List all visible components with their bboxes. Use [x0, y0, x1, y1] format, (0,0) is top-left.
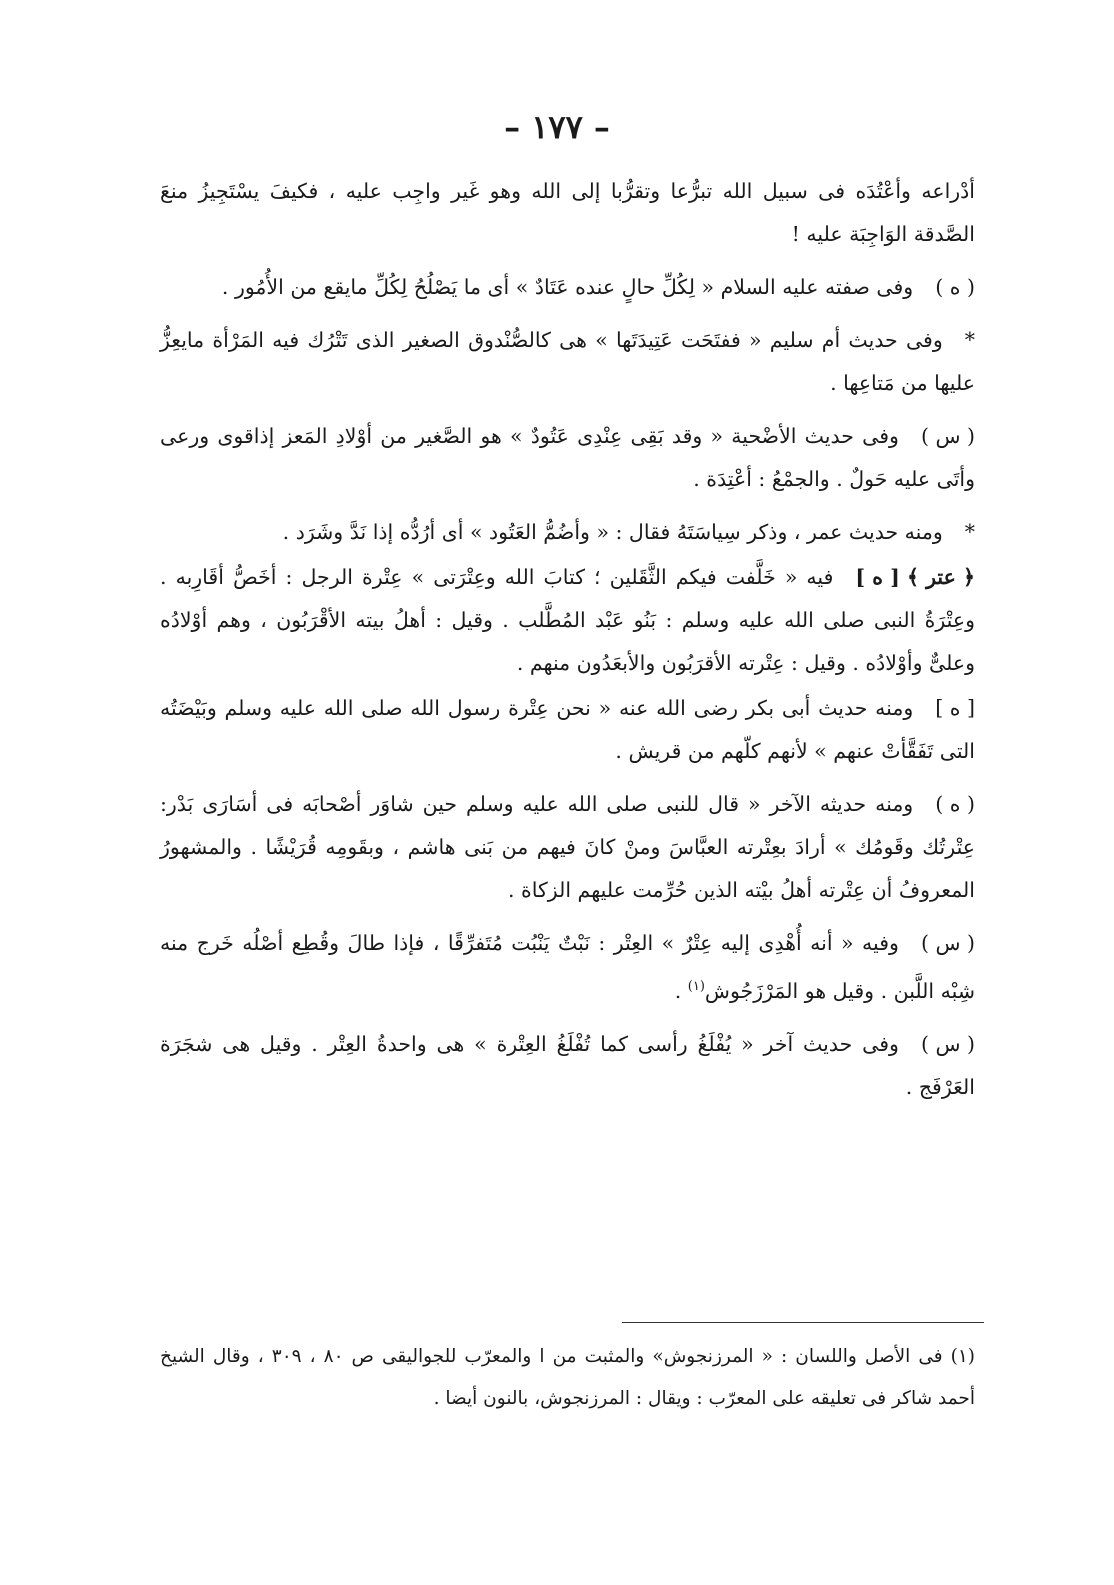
footnote: (١) فى الأصل واللسان : « المرزنجوش» والمثبت من ا والمعرّب للجواليقى ص ٨٠ ، ٣٠٩ ، وقال الشيخ أحمد شاكر فى تعليقه على المعرّب : ويقال : المرزنجوش، بالنون أيضا .	[160, 1346, 975, 1409]
paragraph	[160, 922, 975, 1013]
paragraph	[160, 415, 975, 501]
paragraph-tail: .	[674, 978, 688, 1003]
source-tag: *	[964, 520, 975, 544]
source-tag: ( س )	[920, 931, 975, 955]
paragraph	[160, 687, 975, 773]
main-text	[160, 170, 975, 1119]
paragraph	[160, 170, 975, 256]
paragraph-text: أدْراعه وأعْتُدَه فى سبيل الله تبرُّعا وتقرُّبا إلى الله وهو غَير واجِب عليه ، فكيفَ يسْتَجِيزُ منعَ الصَّدقة الوَاجِبَة عليه !	[160, 179, 975, 246]
paragraph	[160, 783, 975, 912]
paragraph-text: ومنه حديثه الآخر « قال للنبى صلى الله عليه وسلم حين شاوَر أصْحابَه فى أسَارَى بَدْر: عِتْرتُك وقَومُك » أرادَ بعِتْرته العبَّاسَ ومنْ كانَ فيهم من بَنى هاشم ، وبقَومِه قُرَيْشًا . والمشهورُ المعروفُ أن عِتْرته أهلُ بيْته الذين حُرِّمت عليهم الزكاة .	[160, 792, 975, 902]
paragraph-text: ومنه حديث أبى بكر رضى الله عنه « نحن عِتْرة رسول الله صلى الله عليه وسلم وبَيْضَتُه التى تَفَقَّأتْ عنهم » لأنهم كلّهم من قريش .	[160, 696, 975, 763]
source-tag: *	[964, 328, 975, 352]
footnote-mark: (١)	[687, 979, 705, 994]
source-tag: ( ه )	[935, 792, 975, 816]
page-number: – ١٧٧ –	[504, 108, 610, 146]
paragraph-text: وفى حديث الأضْحية « وقد بَقِى عِنْدِى عَتُودٌ » هو الصَّغير من أوْلادِ المَعز إذاقوى ورعى وأتَى عليه حَولٌ . والجمْعُ : أعْتِدَة .	[160, 424, 975, 491]
paragraph-text: ومنه حديث عمر ، وذكر سِياسَتَهُ فقال : « وأضُمُّ العَتُود » أى أرُدُّه إذا نَدَّ وشَرَد .	[282, 520, 943, 544]
entry-paragraph	[160, 556, 975, 685]
paragraph-text: وفى حديث آخر « يُفْلَغُ رأسى كما تُفْلَغُ العِتْرة » هى واحدةُ العِتْر . وقيل هى شجَرَة العَرْفَج .	[160, 1031, 975, 1099]
paragraph	[160, 266, 975, 309]
source-tag: ( س )	[920, 424, 975, 448]
paragraph	[160, 1023, 975, 1109]
source-tag: ( س )	[920, 1031, 975, 1056]
paragraph-text: وفى صفته عليه السلام « لِكُلِّ حالٍ عنده عَتَادٌ » أى ما يَصْلُحُ لِكُلِّ مايقع من الأُمُور .	[221, 275, 914, 299]
paragraph-text: وفيه « أنه أُهْدِى إليه عِتْرٌ » العِتْر : نَبْتٌ يَنْبُت مُتَفرِّقًا ، فإذا طالَ وقُطِع أصْلُه خَرج منه شِبْه اللَّبن . وقيل هو المَرْزَجُوش	[160, 931, 975, 1003]
source-tag: ( ه )	[935, 275, 975, 299]
entry-headword: ﴿ عتر ﴾ [ ه ]	[855, 565, 975, 589]
paragraph	[160, 511, 975, 554]
paragraph-text: وفى حديث أم سليم « ففتَحَت عَتِيدَتَها » هى كالصُّنْدوق الصغير الذى تَتْرُك فيه المَرْأة مايعِزُّ عليها من مَتاعِها .	[160, 328, 975, 395]
source-tag: [ ه ]	[935, 696, 975, 720]
paragraph	[160, 319, 975, 405]
paragraph-text: فيه « خَلَّفت فيكم الثَّقَلين ؛ كتابَ الله وعِتْرَتى » عِتْرة الرجل : أخَصُّ أقَارِبه . وعِتْرَةُ النبى صلى الله عليه وسلم : بَنُو عَبْد المُطَّلب . وقيل : أهلُ بيته الأقْرَبُون ، وهم أوْلادُه وعلىٌّ وأوْلادُه . وقيل : عِتْرته الأقرَبُون والأبعَدُون منهم .	[160, 565, 975, 675]
footnote-divider	[622, 1322, 984, 1323]
